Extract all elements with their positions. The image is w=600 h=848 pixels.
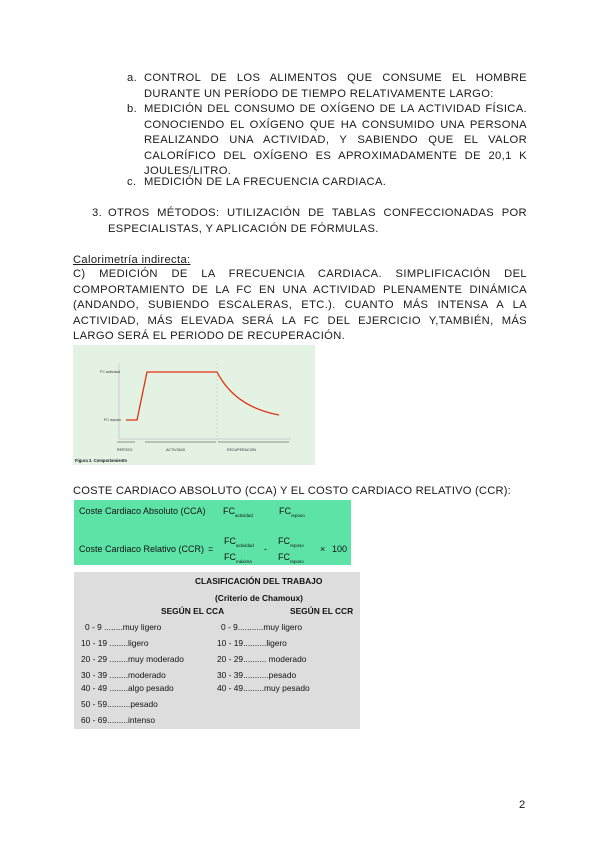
- fc-text: FC: [224, 536, 236, 546]
- ccr-numerator-fc-rest: [278, 536, 304, 548]
- fc-subscript: máxima: [236, 558, 252, 564]
- fc-subscript: actividad: [236, 542, 254, 548]
- phase-recovery-label: RECUPERACIÓN: [227, 448, 256, 452]
- column-header-cca: SEGÚN EL CCA: [161, 606, 225, 616]
- list-marker: b.: [127, 103, 138, 115]
- fc-subscript: actividad: [235, 512, 253, 518]
- figure-caption: Figura 2. Comportamiento: [75, 458, 128, 463]
- cca-row: 10 - 19 ........ligero: [81, 638, 149, 648]
- cca-row: 20 - 29 ........muy moderado: [81, 654, 184, 664]
- list-text: OTROS MÉTODOS: UTILIZACIÓN DE TABLAS CONFECCIONADAS POR ESPECIALISTAS, Y APLICACIÓN DE FÓRMULAS.: [108, 207, 527, 235]
- cca-row: 40 - 49 ........algo pesado: [81, 683, 174, 693]
- list-marker: c.: [127, 176, 137, 188]
- ccr-row: 30 - 39...........pesado: [217, 670, 297, 680]
- cca-fc-rest: [279, 506, 305, 518]
- ccr-row: 0 - 9...........muy ligero: [221, 622, 302, 632]
- cca-row: 50 - 59..........pesado: [81, 699, 158, 709]
- formula-box: [74, 500, 351, 565]
- cca-label: Coste Cardiaco Absoluto (CCA): [79, 506, 206, 516]
- fc-subscript: reposo: [290, 558, 304, 564]
- cca-row: 0 - 9 ........muy ligero: [85, 622, 162, 632]
- heart-rate-graph: [73, 345, 315, 465]
- cca-row: 30 - 39 ........moderado: [81, 670, 166, 680]
- list-text: CONTROL DE LOS ALIMENTOS QUE CONSUME EL HOMBRE DURANTE UN PERÍODO DE TIEMPO RELATIVAMENTE LARGO:: [144, 72, 527, 100]
- fc-subscript: reposo: [291, 512, 305, 518]
- column-header-ccr: SEGÚN EL CCR: [290, 606, 354, 616]
- list-text: MEDICIÓN DEL CONSUMO DE OXÍGENO DE LA ACTIVIDAD FÍSICA. CONOCIENDO EL OXÍGENO QUE HA CONSUMIDO UNA PERSONA REALIZANDO UNA ACTIVIDAD, Y SABIENDO QUE EL VALOR CALORÍFICO DEL OXÍGENO ES APROXIMADAMENTE DE 20,1 K JOULES/LITRO.: [144, 103, 527, 178]
- classification-title: CLASIFICACIÓN DEL TRABAJO: [195, 576, 323, 586]
- heart-rate-figure: [73, 345, 315, 465]
- fc-text: FC: [279, 506, 291, 516]
- section-paragraph: C) MEDICIÓN DE LA FRECUENCIA CARDIACA. SIMPLIFICACIÓN DEL COMPORTAMIENTO DE LA FC EN UNA ACTIVIDAD PLENAMENTE DINÁMICA (ANDANDO, SUBIENDO ESCALERAS, ETC.). CUANTO MÁS INTENSA A LA ACTIVIDAD, MÁS ELEVADA SERÁ LA FC DEL EJERCICIO Y,TAMBIÉN, MÁS LARGO SERÁ EL PERIODO DE RECUPERACIÓN.: [73, 268, 527, 343]
- heart-rate-curve: [126, 372, 279, 420]
- classification-table: [74, 572, 360, 729]
- list-text: MEDICIÓN DE LA FRECUENCIA CARDIACA.: [144, 176, 387, 188]
- list-marker: a.: [127, 72, 138, 84]
- fc-text: FC: [224, 552, 236, 562]
- ccr-row: 20 - 29.......... moderado: [217, 654, 307, 664]
- fc-text: FC: [278, 552, 290, 562]
- cost-title: COSTE CARDIACO ABSOLUTO (CCA) Y EL COSTO CARDIACO RELATIVO (CCR):: [73, 485, 511, 497]
- classification-subtitle: (Criterio de Chamoux): [215, 593, 303, 603]
- fc-subscript: reposo: [290, 542, 304, 548]
- ccr-denominator-fc-max: [224, 552, 252, 564]
- ccr-times: ×: [320, 544, 326, 554]
- page-number: 2: [519, 799, 526, 811]
- ccr-row: 10 - 19..........ligero: [217, 638, 287, 648]
- cca-fc-activity: [223, 506, 253, 518]
- ccr-equals: =: [208, 544, 214, 554]
- ccr-label: Coste Cardiaco Relativo (CCR): [79, 544, 205, 554]
- ccr-hundred: 100: [332, 544, 348, 554]
- ccr-denominator-fc-rest: [278, 552, 304, 564]
- cca-row: 60 - 69.........intenso: [81, 715, 156, 725]
- list-marker: 3.: [92, 207, 103, 219]
- phase-activity-label: ACTIVIDAD: [166, 448, 186, 452]
- section-heading: Calorimetría indirecta:: [73, 254, 191, 266]
- ccr-row: 40 - 49.........muy pesado: [217, 683, 310, 693]
- label-fc-activity: FC actividad: [100, 370, 120, 374]
- phase-rest-label: REPOSO: [117, 448, 133, 452]
- ccr-minus: -: [264, 544, 267, 554]
- ccr-numerator-fc-activity: [224, 536, 254, 548]
- label-fc-rest: FC reposo: [104, 418, 121, 422]
- fc-text: FC: [223, 506, 235, 516]
- fc-text: FC: [278, 536, 290, 546]
